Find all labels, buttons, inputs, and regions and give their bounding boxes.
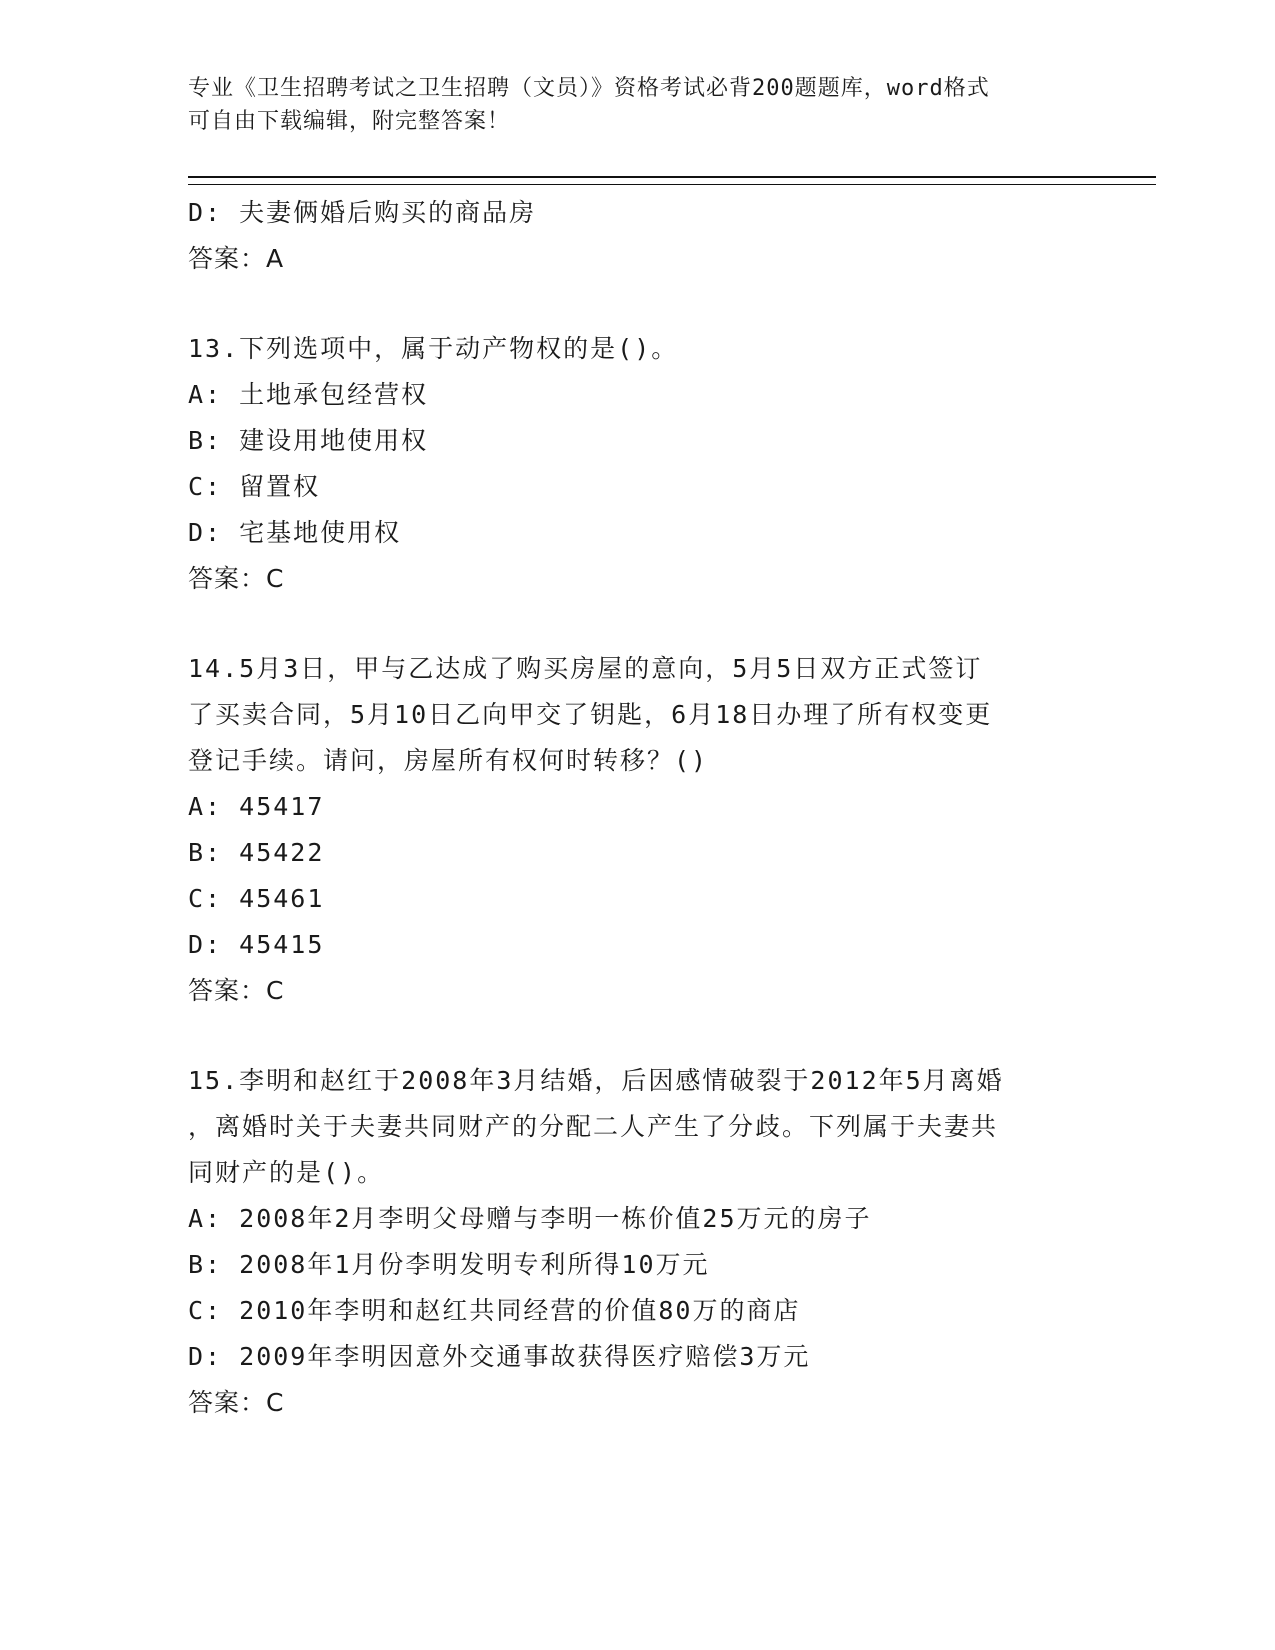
previous-question-tail: [188, 190, 1088, 282]
answer-line: 答案：C: [188, 976, 285, 1005]
question-stem: [188, 1058, 1088, 1196]
header-divider: [188, 176, 1156, 185]
question-stem: [188, 646, 1088, 784]
option-a: A: 土地承包经营权: [188, 380, 429, 409]
option-c: C: 留置权: [188, 472, 321, 501]
option-a: A: 2008年2月李明父母赠与李明一栋价值25万元的房子: [188, 1204, 872, 1233]
answer-line: 答案：A: [188, 244, 285, 273]
option-b: B: 建设用地使用权: [188, 426, 429, 455]
question-14: [188, 646, 1088, 1014]
option-d: D: 宅基地使用权: [188, 518, 402, 547]
question-stem: [188, 326, 1088, 372]
option-a: A: 45417: [188, 792, 325, 821]
header-title-line-2: 可自由下载编辑，附完整答案！: [188, 109, 511, 134]
document-body: [188, 190, 1088, 1426]
stem-line: 同财产的是()。: [188, 1158, 385, 1187]
stem-line: ，离婚时关于夫妻共同财产的分配二人产生了分歧。下列属于夫妻共: [188, 1112, 999, 1141]
stem-line: 14.5月3日，甲与乙达成了购买房屋的意向，5月5日双方正式签订: [188, 654, 983, 683]
header-title-line-1: 专业《卫生招聘考试之卫生招聘（文员）》资格考试必背200题题库，word格式: [188, 76, 990, 101]
question-15: [188, 1058, 1088, 1426]
option-c: C: 45461: [188, 884, 325, 913]
option-b: B: 45422: [188, 838, 325, 867]
option-d: D: 45415: [188, 930, 325, 959]
option-b: B: 2008年1月份李明发明专利所得10万元: [188, 1250, 710, 1279]
answer-line: 答案：C: [188, 1388, 285, 1417]
option-d: D: 2009年李明因意外交通事故获得医疗赔偿3万元: [188, 1342, 811, 1371]
answer-line: 答案：C: [188, 564, 285, 593]
stem-line: 13.下列选项中，属于动产物权的是()。: [188, 334, 679, 363]
page-header: [188, 72, 1088, 138]
stem-line: 15.李明和赵红于2008年3月结婚，后因感情破裂于2012年5月离婚: [188, 1066, 1004, 1095]
question-13: [188, 326, 1088, 602]
option-c: C: 2010年李明和赵红共同经营的价值80万的商店: [188, 1296, 801, 1325]
stem-line: 登记手续。请问，房屋所有权何时转移？(): [188, 746, 709, 775]
option-d: D: 夫妻俩婚后购买的商品房: [188, 198, 537, 227]
stem-line: 了买卖合同，5月10日乙向甲交了钥匙，6月18日办理了所有权变更: [188, 700, 993, 729]
